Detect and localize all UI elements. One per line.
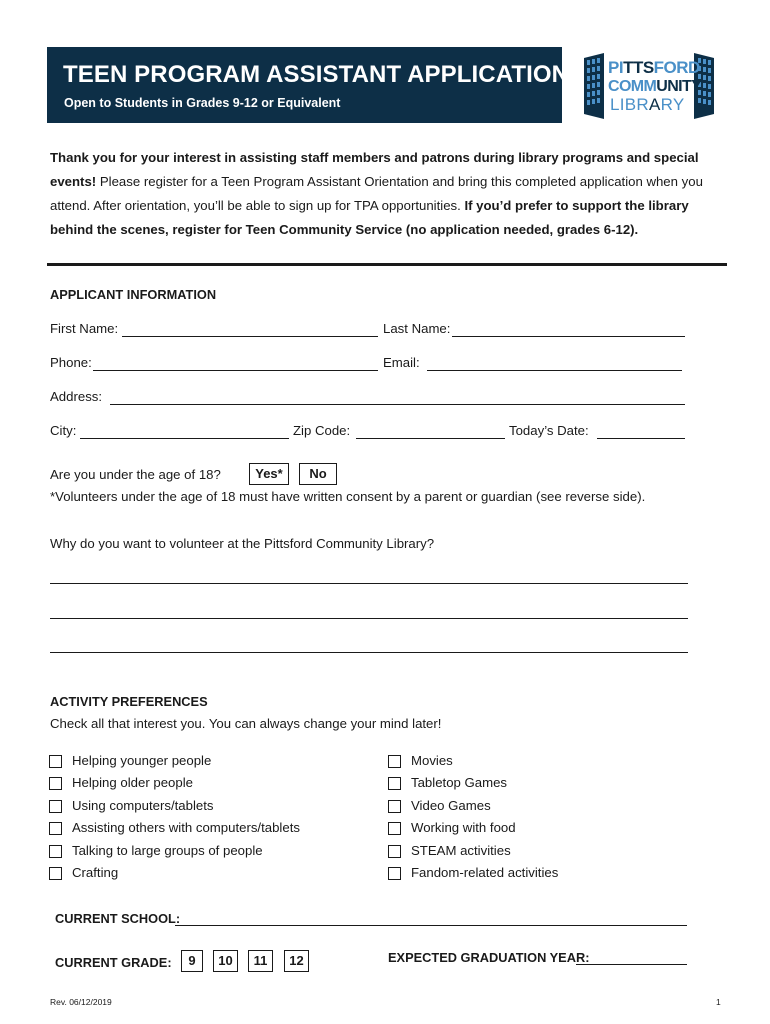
activity-label: Helping younger people bbox=[72, 753, 212, 768]
checkbox-activity[interactable] bbox=[388, 755, 401, 768]
address-field[interactable] bbox=[110, 390, 685, 405]
revision-date: Rev. 06/12/2019 bbox=[50, 997, 112, 1007]
activity-label: Movies bbox=[411, 753, 453, 768]
checkbox-activity[interactable] bbox=[49, 777, 62, 790]
email-field[interactable] bbox=[427, 356, 682, 371]
activity-subheading: Check all that interest you. You can always change your mind later! bbox=[50, 716, 442, 731]
why-question: Why do you want to volunteer at the Pittsford Community Library? bbox=[50, 536, 435, 551]
page-number: 1 bbox=[716, 997, 721, 1007]
phone-label: Phone: bbox=[50, 355, 92, 370]
age-no-box[interactable]: No bbox=[299, 463, 337, 485]
current-grade-label: CURRENT GRADE: bbox=[55, 955, 172, 970]
activity-label: Working with food bbox=[411, 820, 516, 835]
checkbox-activity[interactable] bbox=[388, 822, 401, 835]
zip-label: Zip Code: bbox=[293, 423, 351, 438]
activity-label: STEAM activities bbox=[411, 843, 511, 858]
activity-label: Crafting bbox=[72, 865, 119, 880]
current-school-field[interactable] bbox=[175, 911, 687, 926]
city-field[interactable] bbox=[80, 424, 289, 439]
last-name-label: Last Name: bbox=[383, 321, 451, 336]
grade-box[interactable]: 9 bbox=[181, 950, 203, 972]
checkbox-activity[interactable] bbox=[49, 755, 62, 768]
address-label: Address: bbox=[50, 389, 103, 404]
activity-label: Video Games bbox=[411, 798, 491, 813]
last-name-field[interactable] bbox=[452, 322, 685, 337]
city-label: City: bbox=[50, 423, 77, 438]
checkbox-activity[interactable] bbox=[49, 867, 62, 880]
zip-field[interactable] bbox=[356, 424, 505, 439]
checkbox-activity[interactable] bbox=[388, 777, 401, 790]
intro-bold-1: Thank you for your interest in assisting staff members and patrons during library programs and special events! bbox=[50, 150, 699, 189]
graduation-year-label: EXPECTED GRADUATION YEAR: bbox=[388, 950, 590, 965]
date-field[interactable] bbox=[597, 424, 685, 439]
checkbox-activity[interactable] bbox=[388, 845, 401, 858]
why-answer-line-1[interactable] bbox=[50, 569, 688, 584]
form-title: TEEN PROGRAM ASSISTANT APPLICATION bbox=[63, 61, 570, 88]
checkbox-activity[interactable] bbox=[49, 800, 62, 813]
activity-label: Talking to large groups of people bbox=[72, 843, 263, 858]
intro-bold-2: If you’d prefer to support the library behind the scenes, register for Teen Community Service (no application needed, grades 6-12). bbox=[50, 198, 689, 237]
checkbox-activity[interactable] bbox=[49, 845, 62, 858]
activity-label: Helping older people bbox=[72, 775, 193, 790]
date-label: Today’s Date: bbox=[509, 423, 589, 438]
why-answer-line-3[interactable] bbox=[50, 638, 688, 653]
intro-paragraph bbox=[50, 146, 710, 242]
activity-label: Assisting others with computers/tablets bbox=[72, 820, 300, 835]
applicant-heading: APPLICANT INFORMATION bbox=[50, 287, 217, 302]
why-answer-line-2[interactable] bbox=[50, 604, 688, 619]
activity-label: Using computers/tablets bbox=[72, 798, 214, 813]
checkbox-activity[interactable] bbox=[49, 822, 62, 835]
checkbox-activity[interactable] bbox=[388, 867, 401, 880]
svg-text:LIBRARY: LIBRARY bbox=[610, 95, 685, 114]
library-logo bbox=[584, 50, 714, 122]
activity-heading: ACTIVITY PREFERENCES bbox=[50, 694, 208, 709]
first-name-field[interactable] bbox=[122, 322, 378, 337]
graduation-year-field[interactable] bbox=[576, 950, 687, 965]
grade-box[interactable]: 10 bbox=[213, 950, 238, 972]
header-banner bbox=[47, 47, 570, 123]
activity-label: Tabletop Games bbox=[411, 775, 508, 790]
grade-box[interactable]: 12 bbox=[284, 950, 309, 972]
first-name-label: First Name: bbox=[50, 321, 119, 336]
checkbox-activity[interactable] bbox=[388, 800, 401, 813]
consent-note: *Volunteers under the age of 18 must have written consent by a parent or guardian (see reverse side). bbox=[50, 489, 646, 504]
svg-text:COMMUNITY: COMMUNITY bbox=[608, 78, 702, 95]
intro-normal: Please register for a Teen Program Assistant Orientation and bring this completed application when you attend. After orientation, you’ll be able to sign up for TPA opportunities. bbox=[50, 174, 703, 213]
library-logo-graphic bbox=[584, 50, 714, 122]
activity-label: Fandom-related activities bbox=[411, 865, 559, 880]
age-yes-box[interactable]: Yes* bbox=[249, 463, 289, 485]
svg-text:PITTSFORD: PITTSFORD bbox=[608, 58, 700, 77]
email-label: Email: bbox=[383, 355, 420, 370]
section-divider bbox=[47, 263, 727, 266]
age-question: Are you under the age of 18? bbox=[50, 467, 221, 482]
form-subtitle: Open to Students in Grades 9-12 or Equivalent bbox=[64, 96, 341, 110]
phone-field[interactable] bbox=[93, 356, 378, 371]
current-school-label: CURRENT SCHOOL: bbox=[55, 911, 181, 926]
grade-box[interactable]: 11 bbox=[248, 950, 273, 972]
